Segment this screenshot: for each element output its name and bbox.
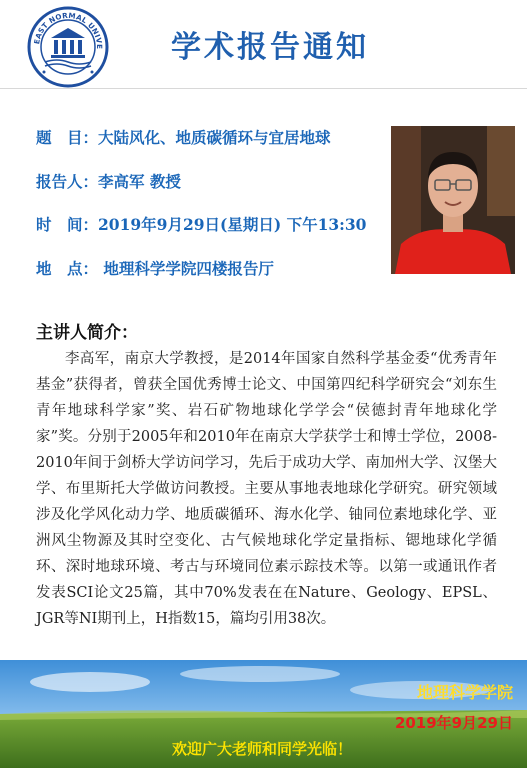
place-label: 地 点： (36, 259, 99, 278)
university-logo (27, 6, 109, 88)
place-row (36, 257, 274, 279)
seal-university-name: EAST NORMAL UNIVE (32, 10, 105, 50)
time-value: 2019年9月29日(星期日) 下午13:30 (98, 215, 367, 234)
university-seal-icon (27, 6, 109, 88)
header (0, 0, 527, 80)
bio-text: 李高军，南京大学教授，是2014年国家自然科学基金委“优秀青年基金”获得者，曾获全国优秀博士论文、中国第四纪科学研究会“刘东生青年地球科学家”奖、岩石矿物地球化学学会“侯德封青年地球化学家”奖。分别于2005年和2010年在南京大学获学士和博士学位，2008-2010年间于剑桥大学访问学习，先后于成功大学、南加州大学、汉堡大学、布里斯托大学做访问教授。主要从事地表地球化学研究。研究领域涉及化学风化动力学、地质碳循环、海水化学、铀同位素地球化学、亚洲风尘物源及其时空变化、古气候地球化学定量指标、锶地球化学循环、深时地球环境、考古与环境同位素示踪技术等。以第一或通讯作者发表SCI论文25篇，其中70%发表在在Nature、Geology、EPSL、JGR等NI期刊上，H指数15，篇均引用38次。 (36, 351, 497, 627)
speaker-value: 李高军 教授 (98, 172, 181, 191)
place-value: 地理科学学院四楼报告厅 (98, 259, 274, 278)
time-row (36, 213, 366, 235)
footer-welcome: 欢迎广大老师和同学光临！ (172, 740, 353, 758)
topic-row (36, 126, 331, 148)
footer-school: 地理科学学院 (416, 683, 513, 702)
time-label: 时 间： (36, 215, 99, 234)
speaker-row (36, 170, 181, 192)
topic-label: 题 目： (36, 128, 99, 147)
topic-value: 大陆风化、地质碳循环与宜居地球 (98, 128, 331, 147)
speaker-label: 报告人： (36, 172, 99, 191)
page-title: 学术报告通知 (171, 30, 369, 65)
bio-title: 主讲人简介： (36, 323, 138, 343)
header-divider (0, 88, 527, 89)
speaker-photo (391, 126, 515, 274)
footer-date: 2019年9月29日 (394, 714, 513, 732)
